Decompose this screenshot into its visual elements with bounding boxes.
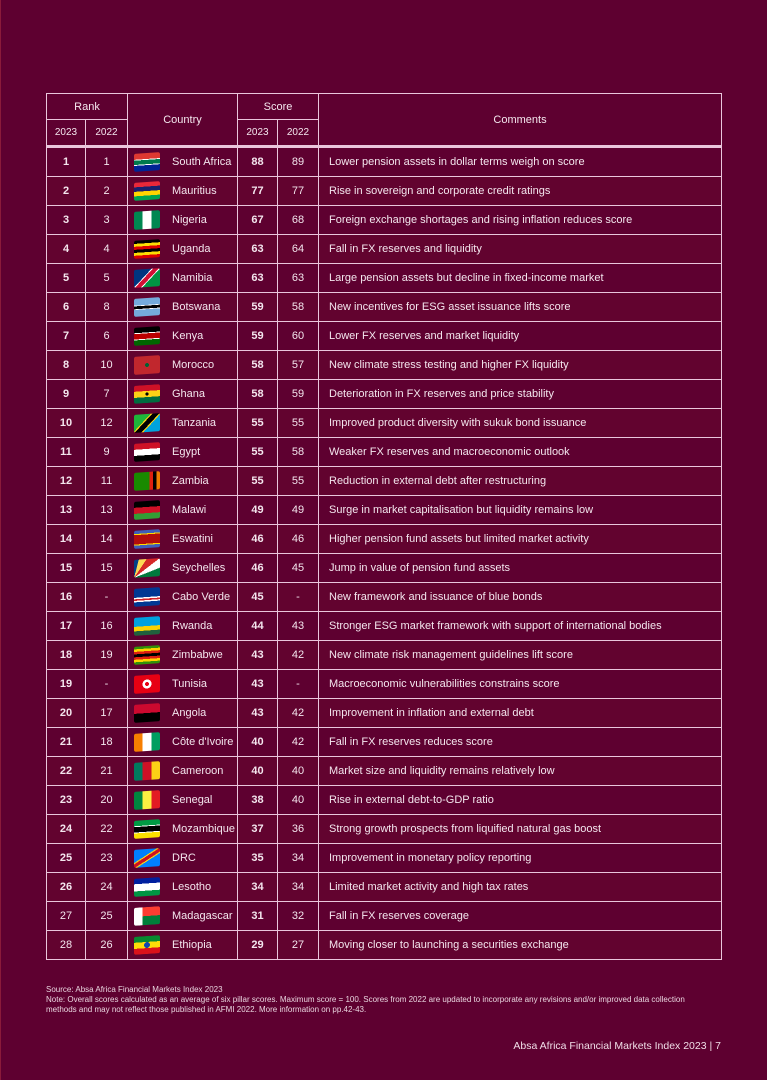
score-2023-cell: 55 — [238, 409, 278, 438]
score-2023-cell: 77 — [238, 177, 278, 206]
table-row — [47, 844, 722, 873]
comment-cell: New climate risk management guidelines lift score — [319, 641, 722, 670]
senegal-flag-icon — [134, 790, 160, 810]
country-name: Tanzania — [172, 417, 217, 429]
botswana-flag-icon — [134, 297, 160, 317]
score-2022-cell: 42 — [278, 699, 319, 728]
rank-2023-cell: 21 — [47, 728, 86, 757]
rank-2022-cell: 24 — [86, 873, 128, 902]
country-cell — [128, 641, 238, 670]
rank-2023-cell: 14 — [47, 525, 86, 554]
country-cell — [128, 612, 238, 641]
score-2023-cell: 35 — [238, 844, 278, 873]
score-2022-cell: 49 — [278, 496, 319, 525]
country-name: Cabo Verde — [172, 591, 231, 603]
egypt-flag-icon — [134, 442, 160, 462]
rank-2022-cell: 26 — [86, 931, 128, 960]
ethiopia-flag-icon — [134, 935, 160, 955]
table-row — [47, 873, 722, 902]
table-row — [47, 438, 722, 467]
zimbabwe-flag-icon — [134, 645, 160, 665]
score-2022-cell: 89 — [278, 147, 319, 177]
comment-cell: Lower pension assets in dollar terms weigh on score — [319, 147, 722, 177]
country-name: Botswana — [172, 301, 221, 313]
country-name: Madagascar — [172, 910, 233, 922]
score-2023-cell: 43 — [238, 641, 278, 670]
country-cell — [128, 670, 238, 699]
mozambique-flag-icon — [134, 819, 160, 839]
rank-2023-cell: 5 — [47, 264, 86, 293]
comment-cell: Reduction in external debt after restructuring — [319, 467, 722, 496]
comment-cell: Foreign exchange shortages and rising inflation reduces score — [319, 206, 722, 235]
cote-divoire-flag-icon — [134, 732, 160, 752]
score-2022-cell: 59 — [278, 380, 319, 409]
mauritius-flag-icon — [134, 181, 160, 201]
score-2023-cell: 67 — [238, 206, 278, 235]
angola-flag-icon — [134, 703, 160, 723]
country-cell — [128, 147, 238, 177]
comment-cell: Rise in external debt-to-GDP ratio — [319, 786, 722, 815]
country-cell — [128, 496, 238, 525]
country-name: Uganda — [172, 243, 211, 255]
rank-2023-cell: 17 — [47, 612, 86, 641]
header-row-top — [47, 94, 722, 120]
country-name: Kenya — [172, 330, 204, 342]
score-2022-cell: 42 — [278, 728, 319, 757]
country-cell — [128, 351, 238, 380]
score-2023-cell: 38 — [238, 786, 278, 815]
table-row — [47, 670, 722, 699]
lesotho-flag-icon — [134, 877, 160, 897]
seychelles-flag-icon — [134, 558, 160, 578]
score-2023-cell: 63 — [238, 235, 278, 264]
table-row — [47, 351, 722, 380]
country-cell — [128, 815, 238, 844]
country-cell — [128, 554, 238, 583]
rank-2023-cell: 15 — [47, 554, 86, 583]
score-2022-cell: 63 — [278, 264, 319, 293]
rank-2023-cell: 20 — [47, 699, 86, 728]
country-name: Namibia — [172, 272, 213, 284]
country-cell — [128, 873, 238, 902]
comment-cell: Improved product diversity with sukuk bond issuance — [319, 409, 722, 438]
country-cell — [128, 264, 238, 293]
comment-cell: Improvement in inflation and external debt — [319, 699, 722, 728]
score-2023-cell: 58 — [238, 351, 278, 380]
table-row — [47, 467, 722, 496]
comment-cell: New framework and issuance of blue bonds — [319, 583, 722, 612]
rank-2022-cell: 25 — [86, 902, 128, 931]
comment-cell: Rise in sovereign and corporate credit ratings — [319, 177, 722, 206]
country-cell — [128, 728, 238, 757]
score-2022-cell: 34 — [278, 873, 319, 902]
comment-cell: New climate stress testing and higher FX liquidity — [319, 351, 722, 380]
country-name: Ethiopia — [172, 939, 212, 951]
score-2022-cell: 55 — [278, 409, 319, 438]
country-name: Morocco — [172, 359, 215, 371]
score-2022-cell: 42 — [278, 641, 319, 670]
table-row — [47, 931, 722, 960]
comment-cell: Weaker FX reserves and macroeconomic outlook — [319, 438, 722, 467]
tunisia-flag-icon — [134, 674, 160, 694]
rank-2023-cell: 27 — [47, 902, 86, 931]
rank-2022-cell: 2 — [86, 177, 128, 206]
country-cell — [128, 902, 238, 931]
rank-2022-cell: 16 — [86, 612, 128, 641]
rank-2023-cell: 25 — [47, 844, 86, 873]
score-2023-cell: 55 — [238, 467, 278, 496]
rank-2022-cell: 23 — [86, 844, 128, 873]
rank-2022-cell: 4 — [86, 235, 128, 264]
country-name: Cameroon — [172, 765, 224, 777]
comment-cell: Moving closer to launching a securities exchange — [319, 931, 722, 960]
rank-2022-cell: 14 — [86, 525, 128, 554]
score-2022-cell: 40 — [278, 757, 319, 786]
score-2022-cell: 32 — [278, 902, 319, 931]
score-2022-cell: 43 — [278, 612, 319, 641]
score-2022-cell: 36 — [278, 815, 319, 844]
table-row — [47, 902, 722, 931]
score-2022-cell: 46 — [278, 525, 319, 554]
rank-2023-cell: 10 — [47, 409, 86, 438]
score-2022-cell: 77 — [278, 177, 319, 206]
cameroon-flag-icon — [134, 761, 160, 781]
score-2023-cell: 44 — [238, 612, 278, 641]
score-2023-cell: 58 — [238, 380, 278, 409]
country-cell — [128, 206, 238, 235]
table-row — [47, 264, 722, 293]
comment-cell: Strong growth prospects from liquified natural gas boost — [319, 815, 722, 844]
score-2023-cell: 59 — [238, 322, 278, 351]
rank-2023-cell: 8 — [47, 351, 86, 380]
score-2022-cell: 55 — [278, 467, 319, 496]
drc-flag-icon — [134, 848, 160, 868]
comment-cell: Higher pension fund assets but limited market activity — [319, 525, 722, 554]
comment-cell: Improvement in monetary policy reporting — [319, 844, 722, 873]
table-row — [47, 409, 722, 438]
score-2023-cell: 29 — [238, 931, 278, 960]
rank-2023-cell: 26 — [47, 873, 86, 902]
zambia-flag-icon — [134, 471, 160, 491]
rank-2023-cell: 9 — [47, 380, 86, 409]
score-2023-cell: 46 — [238, 525, 278, 554]
country-cell — [128, 786, 238, 815]
footnote — [46, 985, 696, 1015]
rank-2023-cell: 6 — [47, 293, 86, 322]
rank-2022-cell: 22 — [86, 815, 128, 844]
ghana-flag-icon — [134, 384, 160, 404]
country-cell — [128, 844, 238, 873]
rank-2023-cell: 24 — [47, 815, 86, 844]
rank-2022-cell: 21 — [86, 757, 128, 786]
country-name: Côte d'Ivoire — [172, 736, 234, 748]
rank-2022-cell: 9 — [86, 438, 128, 467]
rank-2022-cell: 1 — [86, 147, 128, 177]
score-2023-cell: 43 — [238, 670, 278, 699]
rank-2023-cell: 4 — [47, 235, 86, 264]
country-name: Seychelles — [172, 562, 226, 574]
score-2023-cell: 43 — [238, 699, 278, 728]
score-2022-header: 2022 — [278, 120, 319, 147]
country-cell — [128, 438, 238, 467]
table-row — [47, 380, 722, 409]
score-2022-cell: 40 — [278, 786, 319, 815]
comment-cell: Stronger ESG market framework with support of international bodies — [319, 612, 722, 641]
madagascar-flag-icon — [134, 906, 160, 926]
rank-2022-cell: 18 — [86, 728, 128, 757]
comments-header: Comments — [319, 94, 722, 147]
rank-2022-cell: 7 — [86, 380, 128, 409]
country-cell — [128, 380, 238, 409]
table-row — [47, 293, 722, 322]
country-name: Ghana — [172, 388, 206, 400]
rank-2023-cell: 23 — [47, 786, 86, 815]
rank-2023-cell: 11 — [47, 438, 86, 467]
score-2022-cell: 27 — [278, 931, 319, 960]
country-cell — [128, 931, 238, 960]
nigeria-flag-icon — [134, 210, 160, 230]
comment-cell: Limited market activity and high tax rates — [319, 873, 722, 902]
publication-title: Absa Africa Financial Markets Index 2023 — [513, 1040, 707, 1052]
table-row — [47, 496, 722, 525]
country-cell — [128, 525, 238, 554]
score-2023-cell: 40 — [238, 728, 278, 757]
country-name: Zambia — [172, 475, 209, 487]
country-cell — [128, 467, 238, 496]
score-2023-header: 2023 — [238, 120, 278, 147]
table-row — [47, 147, 722, 177]
country-name: Angola — [172, 707, 207, 719]
country-cell — [128, 322, 238, 351]
rank-2023-cell: 2 — [47, 177, 86, 206]
country-name: Malawi — [172, 504, 207, 516]
score-2023-cell: 31 — [238, 902, 278, 931]
rank-2023-cell: 16 — [47, 583, 86, 612]
rank-2022-cell: 12 — [86, 409, 128, 438]
cabo-verde-flag-icon — [134, 587, 160, 607]
morocco-flag-icon — [134, 355, 160, 375]
comment-cell: Fall in FX reserves and liquidity — [319, 235, 722, 264]
rank-2023-header: 2023 — [47, 120, 86, 147]
score-2023-cell: 45 — [238, 583, 278, 612]
table-row — [47, 815, 722, 844]
comment-cell: Fall in FX reserves reduces score — [319, 728, 722, 757]
score-2022-cell: 57 — [278, 351, 319, 380]
comment-cell: Fall in FX reserves coverage — [319, 902, 722, 931]
table-row — [47, 786, 722, 815]
score-2023-cell: 59 — [238, 293, 278, 322]
rank-2022-cell: 3 — [86, 206, 128, 235]
comment-cell: Market size and liquidity remains relatively low — [319, 757, 722, 786]
score-2022-cell: 64 — [278, 235, 319, 264]
rank-2023-cell: 19 — [47, 670, 86, 699]
namibia-flag-icon — [134, 268, 160, 288]
rank-2022-cell: - — [86, 583, 128, 612]
comment-cell: New incentives for ESG asset issuance lifts score — [319, 293, 722, 322]
country-name: Eswatini — [172, 533, 213, 545]
country-name: Lesotho — [172, 881, 212, 893]
table-row — [47, 612, 722, 641]
country-name: Mauritius — [172, 185, 217, 197]
country-name: Mozambique — [172, 823, 235, 835]
score-2023-cell: 34 — [238, 873, 278, 902]
country-name: Zimbabwe — [172, 649, 223, 661]
table-row — [47, 554, 722, 583]
comment-cell: Deterioration in FX reserves and price stability — [319, 380, 722, 409]
page-number: 7 — [715, 1040, 721, 1052]
score-2023-cell: 46 — [238, 554, 278, 583]
rank-2022-cell: 11 — [86, 467, 128, 496]
kenya-flag-icon — [134, 326, 160, 346]
rank-2023-cell: 12 — [47, 467, 86, 496]
score-2023-cell: 40 — [238, 757, 278, 786]
page-footer — [513, 1040, 721, 1052]
rank-2022-cell: - — [86, 670, 128, 699]
rank-2022-header: 2022 — [86, 120, 128, 147]
country-cell — [128, 235, 238, 264]
malawi-flag-icon — [134, 500, 160, 520]
table-row — [47, 583, 722, 612]
table-row — [47, 235, 722, 264]
country-cell — [128, 409, 238, 438]
rank-2023-cell: 13 — [47, 496, 86, 525]
score-2023-cell: 63 — [238, 264, 278, 293]
comment-cell: Lower FX reserves and market liquidity — [319, 322, 722, 351]
methodology-note: Note: Overall scores calculated as an average of six pillar scores. Maximum score = 100. Scores from 2022 are updated to incorporate any revisions and/or improved data collection methods and may not reflect those published in AFMI 2022. More information on pp.42-43. — [46, 995, 685, 1014]
score-2022-cell: - — [278, 583, 319, 612]
country-name: Egypt — [172, 446, 201, 458]
uganda-flag-icon — [134, 239, 160, 259]
score-2022-cell: 60 — [278, 322, 319, 351]
comment-cell: Jump in value of pension fund assets — [319, 554, 722, 583]
rank-2022-cell: 10 — [86, 351, 128, 380]
score-2022-cell: 34 — [278, 844, 319, 873]
rank-2022-cell: 8 — [86, 293, 128, 322]
country-cell — [128, 293, 238, 322]
rank-header: Rank — [47, 94, 128, 120]
score-2023-cell: 49 — [238, 496, 278, 525]
rank-2022-cell: 17 — [86, 699, 128, 728]
rank-2022-cell: 20 — [86, 786, 128, 815]
country-name: Senegal — [172, 794, 213, 806]
table-row — [47, 322, 722, 351]
comment-cell: Surge in market capitalisation but liquidity remains low — [319, 496, 722, 525]
country-name: Nigeria — [172, 214, 207, 226]
rwanda-flag-icon — [134, 616, 160, 636]
table-row — [47, 728, 722, 757]
score-2023-cell: 88 — [238, 147, 278, 177]
rank-2023-cell: 22 — [47, 757, 86, 786]
country-header: Country — [128, 94, 238, 147]
comment-cell: Macroeconomic vulnerabilities constrains score — [319, 670, 722, 699]
score-2022-cell: 58 — [278, 293, 319, 322]
table-row — [47, 206, 722, 235]
rank-2023-cell: 28 — [47, 931, 86, 960]
tanzania-flag-icon — [134, 413, 160, 433]
country-cell — [128, 757, 238, 786]
table-row — [47, 699, 722, 728]
country-name: Tunisia — [172, 678, 208, 690]
rank-2022-cell: 19 — [86, 641, 128, 670]
table-body — [47, 147, 722, 960]
country-name: South Africa — [172, 156, 232, 168]
rank-2022-cell: 13 — [86, 496, 128, 525]
rank-2022-cell: 5 — [86, 264, 128, 293]
country-name: Rwanda — [172, 620, 213, 632]
footer-separator: | — [709, 1040, 713, 1052]
score-2022-cell: 68 — [278, 206, 319, 235]
rank-2023-cell: 7 — [47, 322, 86, 351]
country-cell — [128, 177, 238, 206]
table-row — [47, 525, 722, 554]
rankings-table — [46, 93, 722, 960]
score-header: Score — [238, 94, 319, 120]
score-2023-cell: 55 — [238, 438, 278, 467]
rank-2022-cell: 6 — [86, 322, 128, 351]
rank-2023-cell: 1 — [47, 147, 86, 177]
south-africa-flag-icon — [134, 152, 160, 172]
country-cell — [128, 699, 238, 728]
table-row — [47, 177, 722, 206]
country-cell — [128, 583, 238, 612]
table-row — [47, 641, 722, 670]
country-name: DRC — [172, 852, 196, 864]
table-row — [47, 757, 722, 786]
comment-cell: Large pension assets but decline in fixed-income market — [319, 264, 722, 293]
score-2023-cell: 37 — [238, 815, 278, 844]
source-note: Source: Absa Africa Financial Markets Index 2023 — [46, 985, 223, 994]
score-2022-cell: 45 — [278, 554, 319, 583]
rank-2023-cell: 3 — [47, 206, 86, 235]
score-2022-cell: - — [278, 670, 319, 699]
score-2022-cell: 58 — [278, 438, 319, 467]
rank-2023-cell: 18 — [47, 641, 86, 670]
rank-2022-cell: 15 — [86, 554, 128, 583]
eswatini-flag-icon — [134, 529, 160, 549]
